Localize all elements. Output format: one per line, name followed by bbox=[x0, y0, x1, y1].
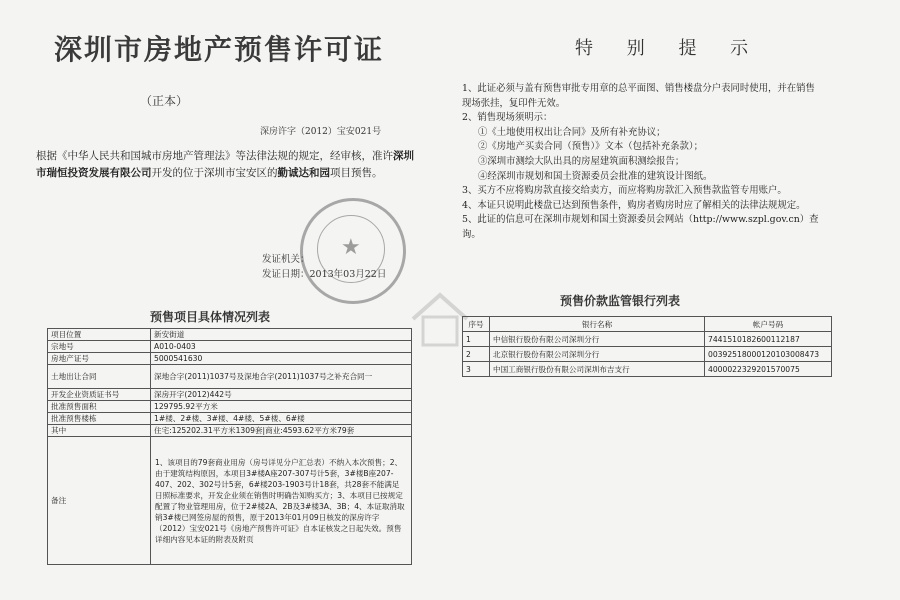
table-row bbox=[48, 365, 412, 389]
notice-item: ②《房地产买卖合同（预售）》文本（包括补充条款）； bbox=[478, 141, 703, 153]
table-row bbox=[48, 329, 412, 341]
bank-table bbox=[462, 316, 832, 377]
notice-item: 2、销售现场须明示： bbox=[462, 112, 553, 124]
row-label: 开发企业资质证书号 bbox=[48, 389, 151, 401]
bank-name: 中信银行股份有限公司深圳分行 bbox=[490, 332, 705, 347]
notes-value: 1、该项目的79套商业用房（房号详见分户汇总表）不纳入本次预售；2、由于建筑结构原因，本项目3#楼A座207-307号计5套，3#楼B座207-407、202、302号计5套，6#楼203-1903号计18套，共28套不能满足日照标准要求，开发企业须在销售时明确告知购买方；3、本项目已按规定配置了物业管理用房，位于2#楼2A、2B及3#楼3A、3B；4、本证取消取销3#楼已网签房屋的预售，原于2013年01月09日核发的深房许字（2012）宝安021号《房地产预售许可证》自本证核发之日起失效。预售详细内容见本证的附表及附页 bbox=[151, 437, 412, 565]
table-row bbox=[48, 425, 412, 437]
table-row bbox=[48, 389, 412, 401]
row-value: 住宅:125202.31平方米1309套|商业:4593.62平方米79套 bbox=[151, 425, 412, 437]
account-number: 00392518000120103008473 bbox=[705, 347, 832, 362]
notice-item: 4、本证只说明此楼盘已达到预售条件，购房者购房时应了解相关的法律法规规定。 bbox=[462, 199, 806, 211]
header-account-number: 帐户号码 bbox=[705, 317, 832, 332]
notice-title: 特 别 提 示 bbox=[575, 38, 763, 59]
table-row bbox=[463, 347, 832, 362]
official-seal-icon bbox=[300, 198, 406, 304]
row-label: 房地产证号 bbox=[48, 353, 151, 365]
body-post: 项目预售。 bbox=[330, 167, 383, 179]
company-name: 深圳市瑞恒投资发展有限公司 bbox=[36, 150, 414, 179]
issue-date: 发证日期：2013年03月22日 bbox=[262, 269, 387, 280]
notice-item: ③深圳市测绘大队出具的房屋建筑面积测绘报告； bbox=[478, 155, 685, 167]
row-label: 项目位置 bbox=[48, 329, 151, 341]
table-row bbox=[48, 341, 412, 353]
row-value: 1#楼、2#楼、3#楼、4#楼、5#楼、6#楼 bbox=[151, 413, 412, 425]
table-row bbox=[48, 437, 412, 565]
body-mid: 开发的位于深圳市宝安区的 bbox=[151, 167, 278, 179]
project-name: 勤诚达和园 bbox=[277, 167, 330, 179]
row-value: 129795.92平方米 bbox=[151, 401, 412, 413]
row-label: 土地出让合同 bbox=[48, 365, 151, 389]
row-label: 批准预售楼栋 bbox=[48, 413, 151, 425]
row-value: 5000541630 bbox=[151, 353, 412, 365]
notice-item: 1、此证必须与盖有预售审批专用章的总平面图、销售楼盘分户表同时使用，并在销售现场张挂，复印件无效。 bbox=[462, 83, 815, 109]
row-value: 深房开字(2012)442号 bbox=[151, 389, 412, 401]
notice-item: ①《土地使用权出让合同》及所有补充协议； bbox=[478, 126, 666, 138]
table-row bbox=[48, 413, 412, 425]
row-value: 深地合字(2011)1037号及深地合字(2011)1037号之补充合同一 bbox=[151, 365, 412, 389]
notice-item: 3、买方不应将购房款直接交给卖方，而应将购房款汇入预售款监管专用账户。 bbox=[462, 185, 787, 197]
notice-item: ④经深圳市规划和国土资源委员会批准的建筑设计图纸。 bbox=[478, 170, 713, 182]
issuer-label: 发证机关： bbox=[262, 254, 310, 265]
row-label: 其中 bbox=[48, 425, 151, 437]
notice-item: 5、此证的信息可在深圳市规划和国土资源委员会网站（http://www.szpl.gov.cn）查询。 bbox=[462, 214, 819, 240]
row-value: A010-0403 bbox=[151, 341, 412, 353]
bank-name: 北京银行股份有限公司深圳分行 bbox=[490, 347, 705, 362]
body-pre: 根据《中华人民共和国城市房地产管理法》等法律法规的规定，经审核，准许 bbox=[36, 150, 393, 162]
notes-label: 备注 bbox=[48, 437, 151, 565]
table-row bbox=[48, 353, 412, 365]
bank-name: 中国工商银行股份有限公司深圳布吉支行 bbox=[490, 362, 705, 377]
certificate-subtitle: （正本） bbox=[140, 94, 189, 108]
account-number: 7441510182600112187 bbox=[705, 332, 832, 347]
row-value: 新安街道 bbox=[151, 329, 412, 341]
certificate-number: 深房许字（2012）宝安021号 bbox=[260, 127, 382, 137]
header-bank-name: 银行名称 bbox=[490, 317, 705, 332]
header-index: 序号 bbox=[463, 317, 490, 332]
table-row bbox=[463, 362, 832, 377]
bank-index: 1 bbox=[463, 332, 490, 347]
notice-list bbox=[462, 82, 822, 243]
row-label: 批准预售面积 bbox=[48, 401, 151, 413]
certificate-title: 深圳市房地产预售许可证 bbox=[54, 33, 385, 66]
project-table-title: 预售项目具体情况列表 bbox=[150, 310, 271, 324]
table-row bbox=[48, 401, 412, 413]
seal-star-icon: ★ bbox=[341, 235, 361, 260]
account-number: 4000022329201570075 bbox=[705, 362, 832, 377]
certificate-body bbox=[36, 148, 416, 182]
bank-table-title: 预售价款监管银行列表 bbox=[560, 294, 681, 308]
bank-index: 2 bbox=[463, 347, 490, 362]
bank-index: 3 bbox=[463, 362, 490, 377]
table-header-row bbox=[463, 317, 832, 332]
row-label: 宗地号 bbox=[48, 341, 151, 353]
table-row bbox=[463, 332, 832, 347]
project-table bbox=[47, 328, 412, 565]
